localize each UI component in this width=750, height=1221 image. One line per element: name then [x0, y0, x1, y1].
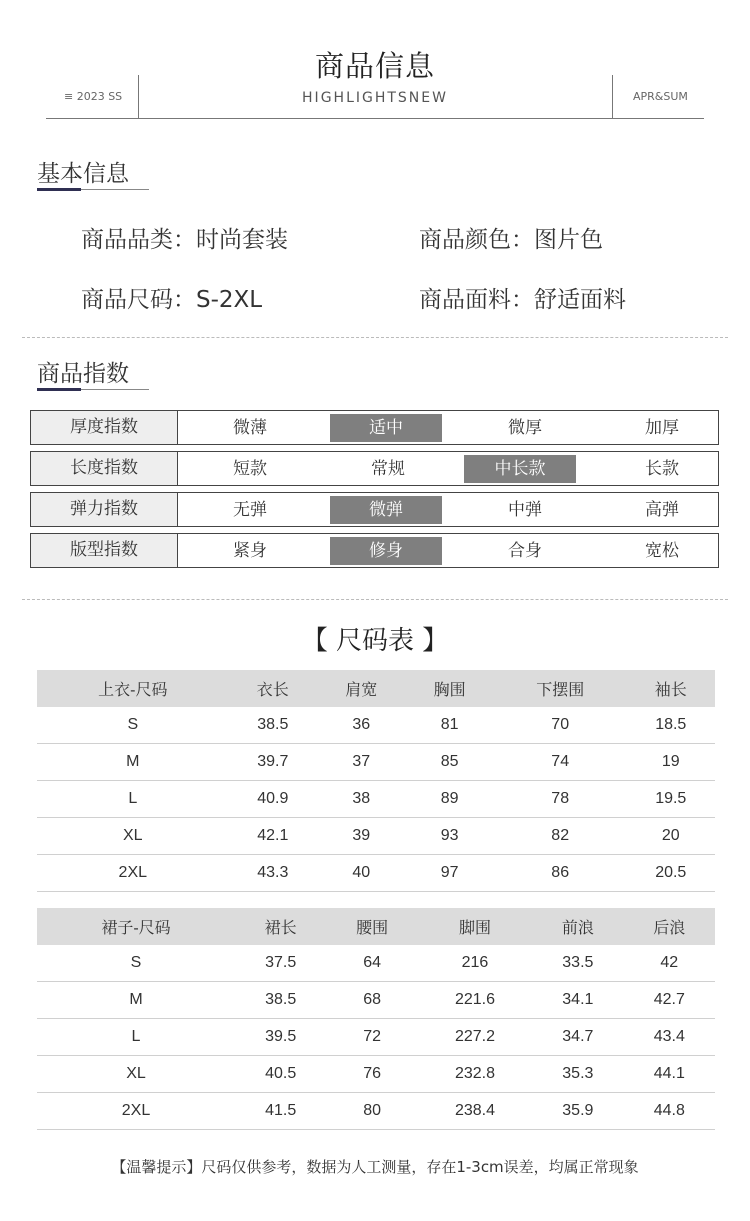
page-subtitle: HIGHLIGHTSNEW: [302, 90, 448, 106]
table-cell: 70: [494, 707, 627, 744]
table-cell: 34.1: [532, 982, 623, 1019]
table-row: [37, 982, 715, 1019]
table-cell: 89: [405, 781, 493, 818]
product-index-accent: [37, 388, 81, 391]
table-row: [37, 744, 715, 781]
table-header-row: [37, 908, 715, 945]
product-size: 商品尺码：S-2XL: [81, 287, 263, 313]
table-row: [37, 1093, 715, 1130]
index-option: 加厚: [645, 418, 679, 438]
column-header: 裙子-尺码: [37, 908, 235, 945]
table-cell: 97: [405, 855, 493, 892]
skirt-size-table: [37, 908, 715, 1130]
index-option: 短款: [233, 459, 267, 479]
index-option: 合身: [508, 541, 542, 561]
table-cell: L: [37, 1019, 235, 1056]
index-option: 微厚: [508, 418, 542, 438]
table-cell: 42: [624, 945, 715, 982]
table-cell: 38.5: [235, 982, 326, 1019]
table-cell: 216: [418, 945, 532, 982]
table-row: [37, 1056, 715, 1093]
table-row: [37, 707, 715, 744]
header-rule: [46, 118, 704, 119]
index-option: 宽松: [645, 541, 679, 561]
table-cell: 37.5: [235, 945, 326, 982]
table-cell: 42.7: [624, 982, 715, 1019]
table-cell: 43.4: [624, 1019, 715, 1056]
index-row-elasticity: [30, 492, 719, 527]
index-row-length: [30, 451, 719, 486]
table-cell: 82: [494, 818, 627, 855]
table-cell: 36: [317, 707, 405, 744]
size-chart-title: 【 尺码表 】: [301, 626, 449, 656]
product-category: 商品品类：时尚套装: [81, 227, 288, 253]
section-divider: [22, 599, 728, 600]
index-option: 高弹: [645, 500, 679, 520]
table-cell: 44.1: [624, 1056, 715, 1093]
table-cell: 64: [326, 945, 417, 982]
table-cell: 19: [627, 744, 715, 781]
column-header: 裙长: [235, 908, 326, 945]
column-header: 肩宽: [317, 670, 405, 707]
index-option: 无弹: [233, 500, 267, 520]
column-header: 袖长: [627, 670, 715, 707]
table-cell: 227.2: [418, 1019, 532, 1056]
table-row: [37, 818, 715, 855]
index-option-selected: 修身: [330, 537, 442, 565]
table-cell: 38.5: [229, 707, 317, 744]
product-fabric: 商品面料：舒适面料: [419, 287, 626, 313]
table-cell: 34.7: [532, 1019, 623, 1056]
page-title: 商品信息: [314, 49, 435, 83]
index-option: 紧身: [233, 541, 267, 561]
index-option-selected: 中长款: [464, 455, 576, 483]
header-divider-right: [612, 75, 613, 118]
index-label: 厚度指数: [31, 411, 178, 444]
table-cell: S: [37, 707, 229, 744]
product-index-title: 商品指数: [37, 361, 129, 387]
table-cell: 74: [494, 744, 627, 781]
table-cell: 221.6: [418, 982, 532, 1019]
table-cell: 19.5: [627, 781, 715, 818]
index-row-fit: [30, 533, 719, 568]
table-cell: 35.9: [532, 1093, 623, 1130]
table-cell: 35.3: [532, 1056, 623, 1093]
table-cell: 238.4: [418, 1093, 532, 1130]
table-cell: 18.5: [627, 707, 715, 744]
column-header: 衣长: [229, 670, 317, 707]
table-cell: 40: [317, 855, 405, 892]
table-cell: XL: [37, 818, 229, 855]
column-header: 下摆围: [494, 670, 627, 707]
table-cell: 76: [326, 1056, 417, 1093]
table-cell: L: [37, 781, 229, 818]
table-cell: 38: [317, 781, 405, 818]
table-cell: 40.9: [229, 781, 317, 818]
season-range-tag: APR&SUM: [633, 90, 688, 103]
table-cell: 39.5: [235, 1019, 326, 1056]
table-cell: 39.7: [229, 744, 317, 781]
column-header: 后浪: [624, 908, 715, 945]
index-option: 常规: [371, 459, 405, 479]
top-size-table: [37, 670, 715, 892]
column-header: 胸围: [405, 670, 493, 707]
table-cell: 43.3: [229, 855, 317, 892]
table-cell: 2XL: [37, 855, 229, 892]
index-label: 弹力指数: [31, 493, 178, 526]
table-cell: 20: [627, 818, 715, 855]
table-cell: 40.5: [235, 1056, 326, 1093]
table-cell: 68: [326, 982, 417, 1019]
index-row-thickness: [30, 410, 719, 445]
section-divider: [22, 337, 728, 338]
table-cell: 72: [326, 1019, 417, 1056]
table-cell: 2XL: [37, 1093, 235, 1130]
column-header: 前浪: [532, 908, 623, 945]
basic-info-title: 基本信息: [37, 161, 129, 187]
table-row: [37, 855, 715, 892]
table-cell: 33.5: [532, 945, 623, 982]
column-header: 脚围: [418, 908, 532, 945]
table-cell: 42.1: [229, 818, 317, 855]
table-cell: 80: [326, 1093, 417, 1130]
table-cell: 78: [494, 781, 627, 818]
table-cell: 86: [494, 855, 627, 892]
index-label: 版型指数: [31, 534, 178, 567]
table-cell: 41.5: [235, 1093, 326, 1130]
index-option-selected: 微弹: [330, 496, 442, 524]
index-option: 长款: [645, 459, 679, 479]
table-cell: 39: [317, 818, 405, 855]
table-cell: 20.5: [627, 855, 715, 892]
table-row: [37, 945, 715, 982]
index-option: 中弹: [508, 500, 542, 520]
table-row: [37, 781, 715, 818]
table-cell: 81: [405, 707, 493, 744]
table-cell: 37: [317, 744, 405, 781]
table-cell: 85: [405, 744, 493, 781]
product-color: 商品颜色：图片色: [419, 227, 603, 253]
basic-info-accent: [37, 188, 81, 191]
index-option-selected: 适中: [330, 414, 442, 442]
table-row: [37, 1019, 715, 1056]
season-tag: ≡ 2023 SS: [64, 90, 123, 103]
table-cell: XL: [37, 1056, 235, 1093]
table-cell: M: [37, 744, 229, 781]
column-header: 腰围: [326, 908, 417, 945]
table-cell: 93: [405, 818, 493, 855]
header-divider-left: [138, 75, 139, 118]
table-cell: 232.8: [418, 1056, 532, 1093]
table-cell: 44.8: [624, 1093, 715, 1130]
table-cell: M: [37, 982, 235, 1019]
column-header: 上衣-尺码: [37, 670, 229, 707]
table-cell: S: [37, 945, 235, 982]
size-note: 【温馨提示】尺码仅供参考，数据为人工测量，存在1-3cm误差，均属正常现象: [111, 1158, 639, 1176]
table-header-row: [37, 670, 715, 707]
index-option: 微薄: [233, 418, 267, 438]
index-label: 长度指数: [31, 452, 178, 485]
